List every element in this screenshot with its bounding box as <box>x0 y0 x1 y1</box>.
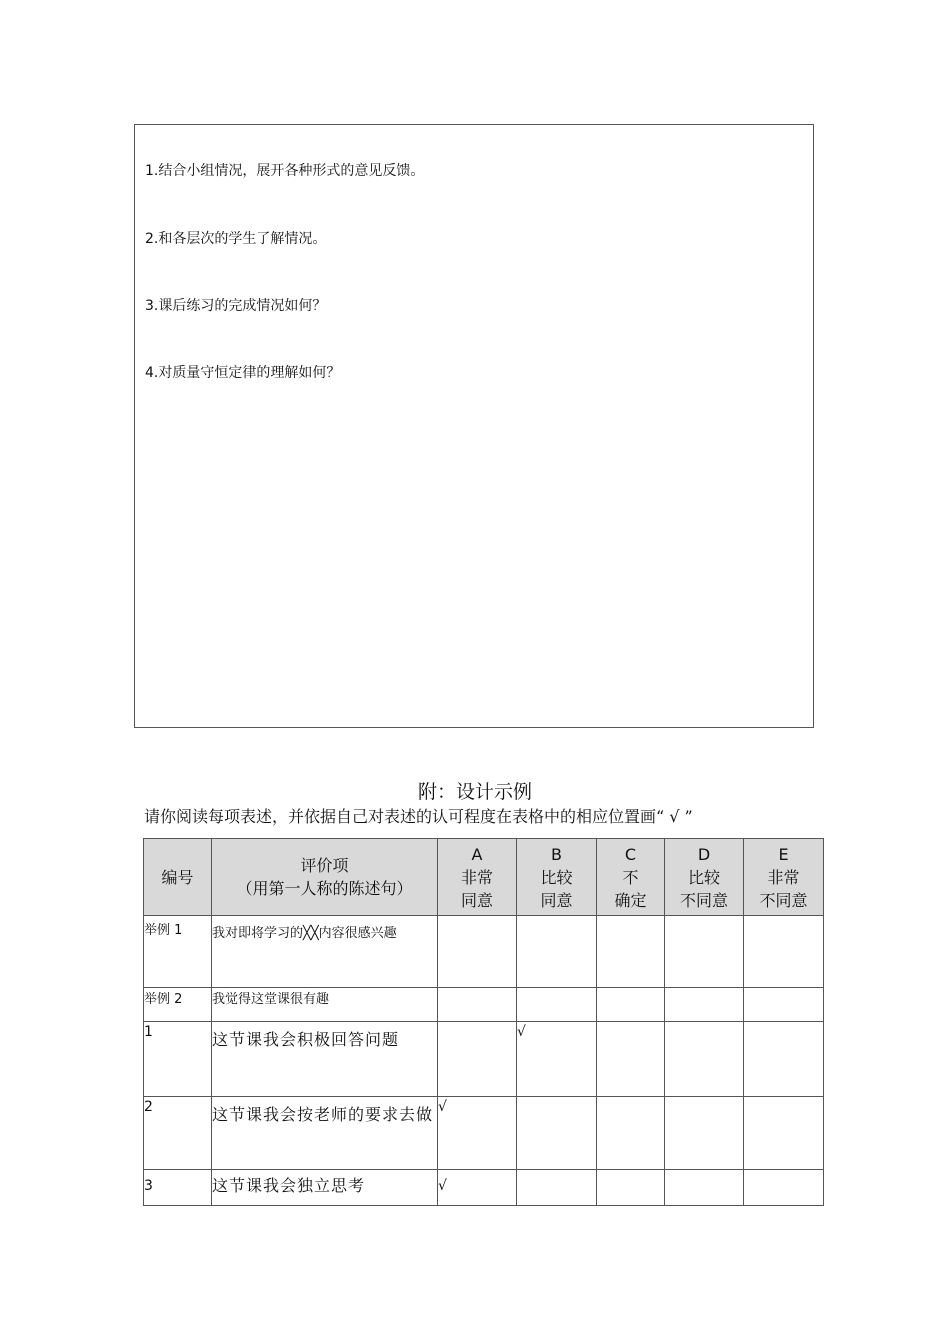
header-e <box>744 839 824 916</box>
header-b <box>517 839 597 916</box>
header-c-line2: 不 <box>622 867 639 887</box>
row-number: 举例 2 <box>144 988 212 1022</box>
header-a-line3: 同意 <box>460 890 493 910</box>
cell-e <box>744 1170 824 1206</box>
cell-a <box>438 916 517 988</box>
feedback-item: 1.结合小组情况，展开各种形式的意见反馈。 <box>145 163 425 179</box>
cell-c <box>597 1097 665 1170</box>
cell-e <box>744 1097 824 1170</box>
appendix-title: 附：设计示例 <box>417 781 532 803</box>
header-c-letter: C <box>624 844 637 864</box>
row-text: 我觉得这堂课很有趣 <box>212 988 438 1022</box>
header-b-letter: B <box>551 844 562 864</box>
cell-d <box>665 988 744 1022</box>
header-item <box>212 839 438 916</box>
cell-e <box>744 988 824 1022</box>
table-row <box>144 988 824 1022</box>
header-b-line2: 比较 <box>540 867 573 887</box>
table-header-row <box>144 839 824 916</box>
cell-e <box>744 1022 824 1097</box>
feedback-box <box>134 124 814 728</box>
header-a-letter: A <box>471 844 483 864</box>
cell-d <box>665 1022 744 1097</box>
table-row <box>144 916 824 988</box>
row-number: 3 <box>144 1170 212 1206</box>
cell-a <box>438 1022 517 1097</box>
header-d-line2: 比较 <box>687 867 720 887</box>
header-e-letter: E <box>778 844 789 864</box>
row-text: 这节课我会独立思考 <box>212 1170 438 1206</box>
cell-b <box>517 1170 597 1206</box>
header-c <box>597 839 665 916</box>
cell-b <box>517 1097 597 1170</box>
cell-d <box>665 1097 744 1170</box>
cell-e <box>744 916 824 988</box>
header-e-line3: 不同意 <box>759 890 808 910</box>
table-row <box>144 1097 824 1170</box>
row-number: 2 <box>144 1097 212 1170</box>
header-d <box>665 839 744 916</box>
cell-b: √ <box>517 1022 597 1097</box>
cell-c <box>597 1022 665 1097</box>
row-text: 这节课我会按老师的要求去做 <box>212 1097 438 1170</box>
row-number: 举例 1 <box>144 916 212 988</box>
cell-a <box>438 988 517 1022</box>
cell-a: √ <box>438 1170 517 1206</box>
header-d-line3: 不同意 <box>679 890 728 910</box>
feedback-item: 2.和各层次的学生了解情况。 <box>145 231 327 247</box>
header-e-line2: 非常 <box>767 867 800 887</box>
evaluation-table <box>143 838 824 1206</box>
header-item-line1: 评价项 <box>300 856 349 875</box>
header-c-line3: 确定 <box>614 890 647 910</box>
cell-d <box>665 916 744 988</box>
feedback-item: 3.课后练习的完成情况如何？ <box>145 298 327 314</box>
header-number: 编号 <box>144 839 212 916</box>
cell-c <box>597 1170 665 1206</box>
header-d-letter: D <box>697 844 711 864</box>
cell-b <box>517 916 597 988</box>
row-text: 这节课我会积极回答问题 <box>212 1022 438 1097</box>
header-a <box>438 839 517 916</box>
table-row <box>144 1022 824 1097</box>
cell-b <box>517 988 597 1022</box>
feedback-item: 4.对质量守恒定律的理解如何？ <box>145 365 341 381</box>
appendix-intro: 请你阅读每项表述，并依据自己对表述的认可程度在表格中的相应位置画“ √ ” <box>144 807 693 826</box>
header-a-line2: 非常 <box>460 867 493 887</box>
cell-c <box>597 988 665 1022</box>
cell-c <box>597 916 665 988</box>
header-item-line2: （用第一人称的陈述句） <box>236 879 413 898</box>
row-text: 我对即将学习的╳╳内容很感兴趣 <box>212 916 438 988</box>
table-row <box>144 1170 824 1206</box>
cell-d <box>665 1170 744 1206</box>
header-b-line3: 同意 <box>540 890 573 910</box>
row-number: 1 <box>144 1022 212 1097</box>
cell-a: √ <box>438 1097 517 1170</box>
